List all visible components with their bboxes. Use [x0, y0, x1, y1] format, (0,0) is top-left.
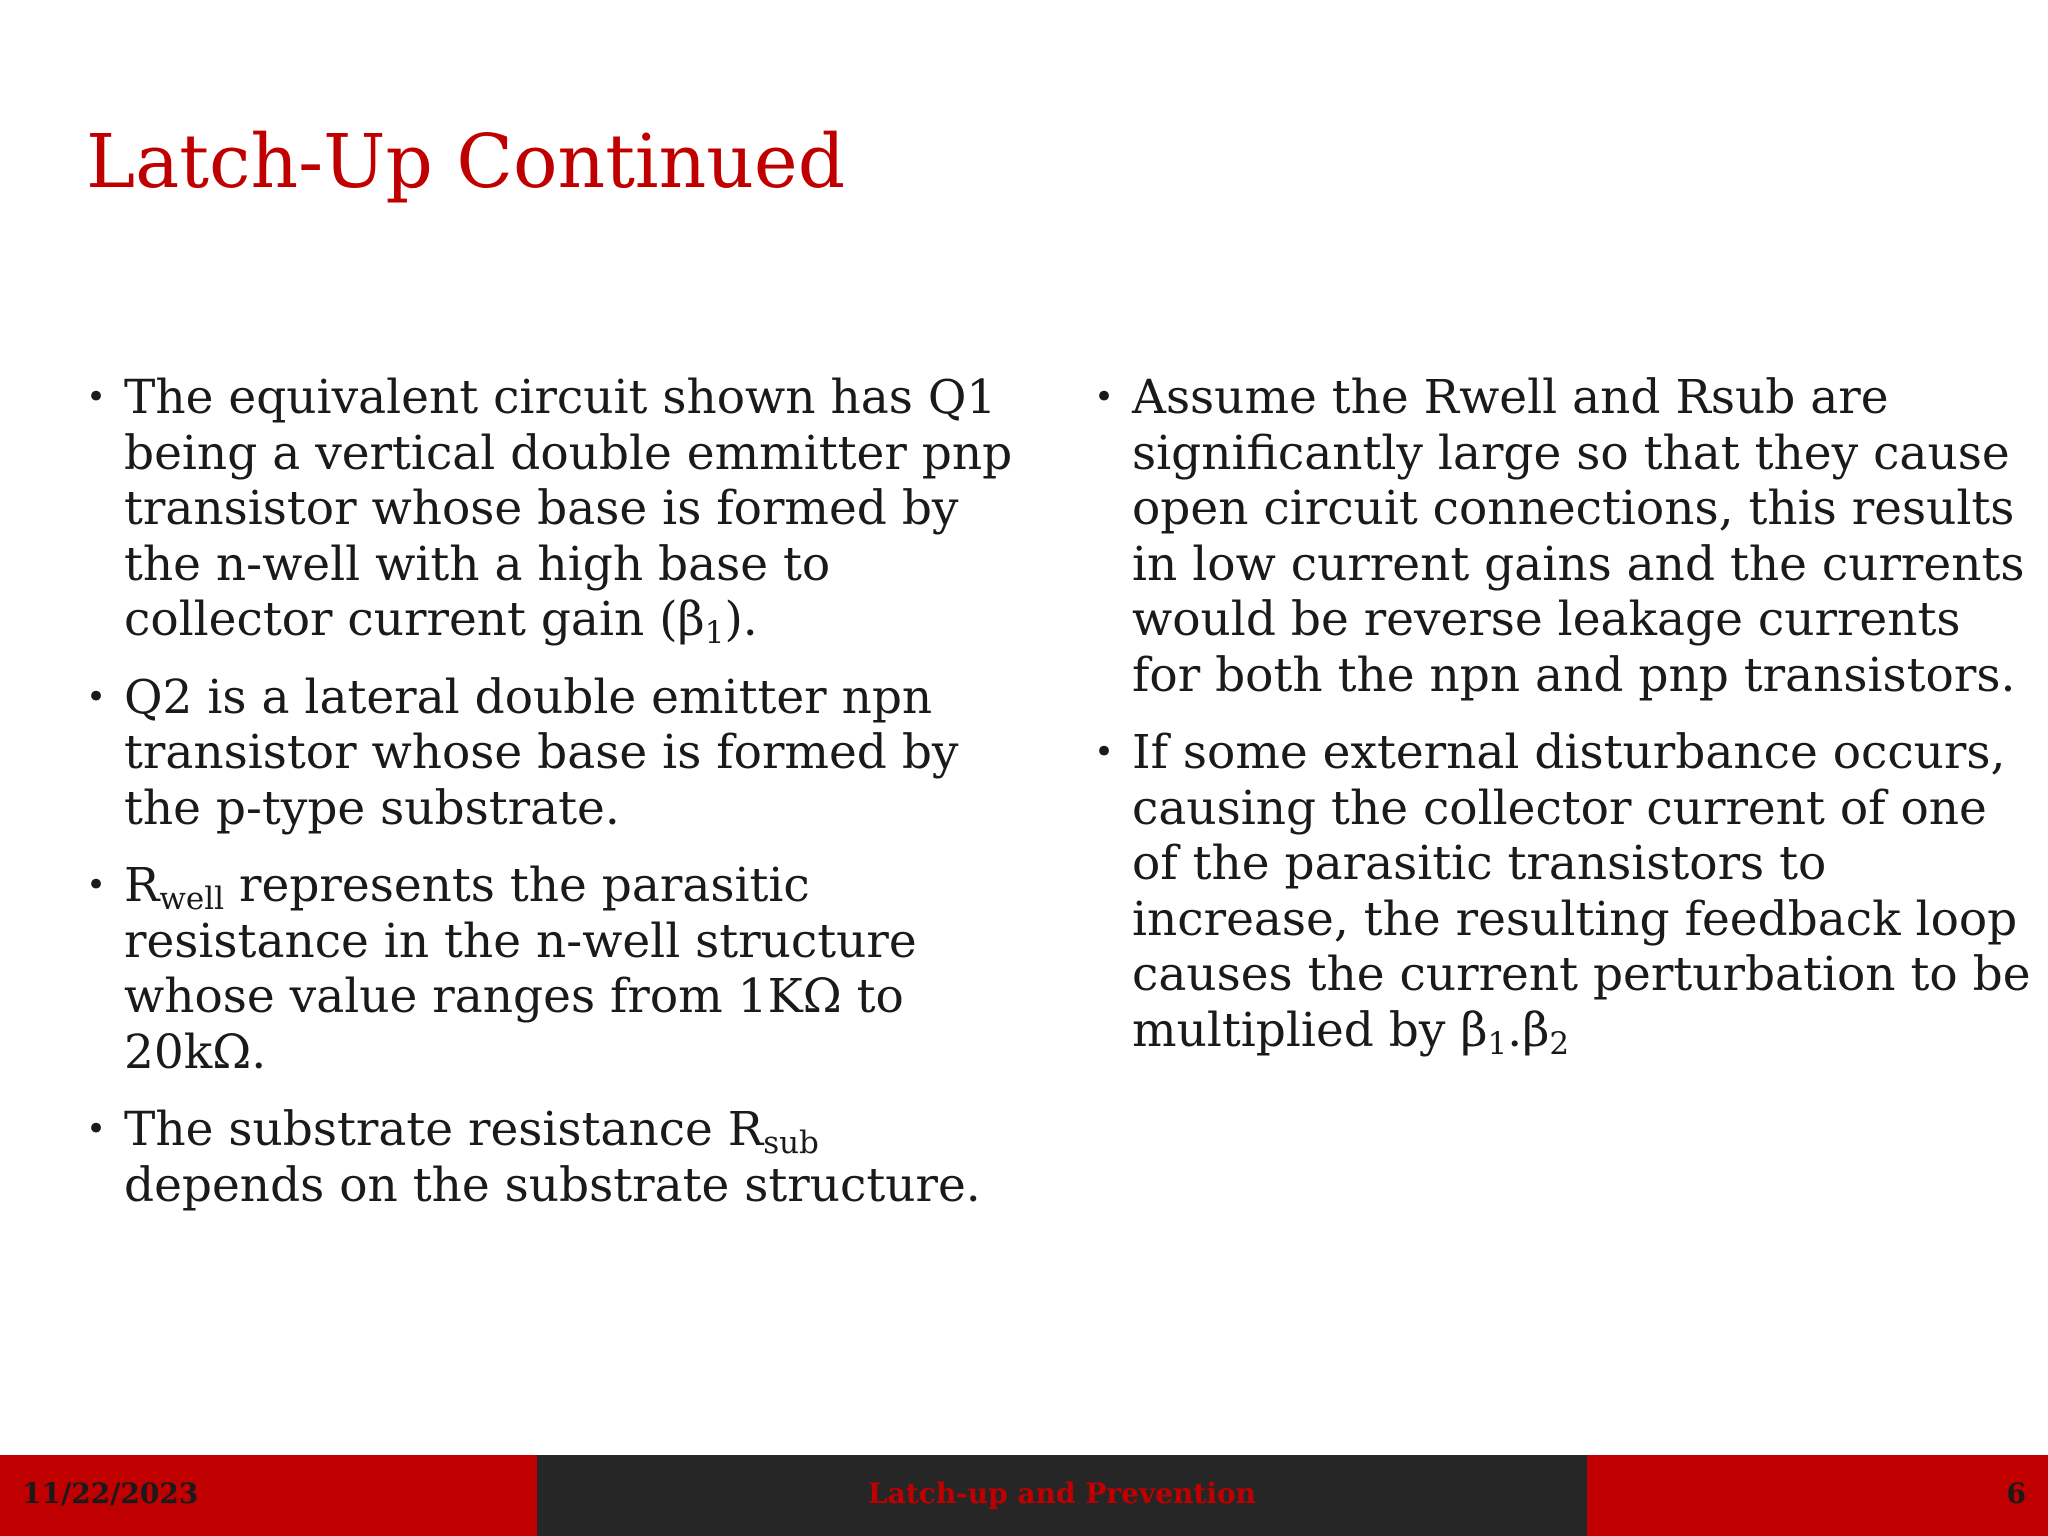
bullet-text-prefix: R [124, 858, 160, 913]
bullet-dot-icon: • [1094, 377, 1115, 417]
footer-bar [0, 1455, 2048, 1536]
bullet-item-external-disturbance [1094, 725, 2034, 1062]
subscript: 1 [1487, 1025, 1508, 1062]
bullet-item-rsub [86, 1102, 1016, 1213]
bullet-text: The equivalent circuit shown has Q1 being a vertical double emmitter pnp transistor whose base is formed by the n-well with a high base to collector current gain (β [124, 370, 1013, 647]
bullet-text: represents the parasitic resistance in the n-well structure whose value ranges from 1KΩ to 20kΩ. [124, 858, 917, 1080]
footer-page-block [1587, 1455, 2048, 1536]
bullet-text: If some external disturbance occurs, causing the collector current of one of the parasitic transistors to increase, the resulting feedback loop causes the current perturbation to be multiplied by β [1132, 725, 2031, 1058]
subscript: well [159, 880, 225, 917]
bullet-text: Assume the Rwell and Rsub are significantly large so that they cause open circuit connections, this results in low current gains and the currents would be reverse leakage currents for both the npn and pnp transistors. [1132, 370, 2025, 703]
bullet-dot-icon: • [86, 1109, 107, 1149]
bullet-text-tail: ). [724, 592, 758, 647]
footer-date: 11/22/2023 [22, 1477, 199, 1510]
bullet-item-equivalent-circuit [86, 370, 1016, 651]
footer-title: Latch-up and Prevention [868, 1477, 1256, 1510]
bullet-dot-icon: • [86, 865, 107, 905]
footer-title-block [537, 1455, 1587, 1536]
subscript: 2 [1549, 1025, 1570, 1062]
slide-title: Latch-Up Continued [86, 119, 846, 205]
bullet-text-mid: .β [1507, 1002, 1550, 1058]
right-bullet-list [1094, 370, 2034, 1080]
bullet-item-assume-large-resistance [1094, 370, 2034, 703]
bullet-text: The substrate resistance R [124, 1102, 764, 1157]
bullet-text: Q2 is a lateral double emitter npn transistor whose base is formed by the p-type substrate. [124, 669, 959, 836]
bullet-dot-icon: • [1094, 732, 1115, 772]
footer-date-block [0, 1455, 537, 1536]
page-number: 6 [2006, 1477, 2026, 1510]
subscript: 1 [704, 614, 725, 651]
bullet-dot-icon: • [86, 377, 107, 417]
subscript: sub [763, 1124, 819, 1161]
bullet-text-tail: depends on the substrate structure. [124, 1157, 981, 1213]
bullet-item-q2 [86, 670, 1016, 837]
left-bullet-list [86, 370, 1016, 1235]
bullet-item-rwell [86, 858, 1016, 1080]
bullet-dot-icon: • [86, 676, 107, 717]
